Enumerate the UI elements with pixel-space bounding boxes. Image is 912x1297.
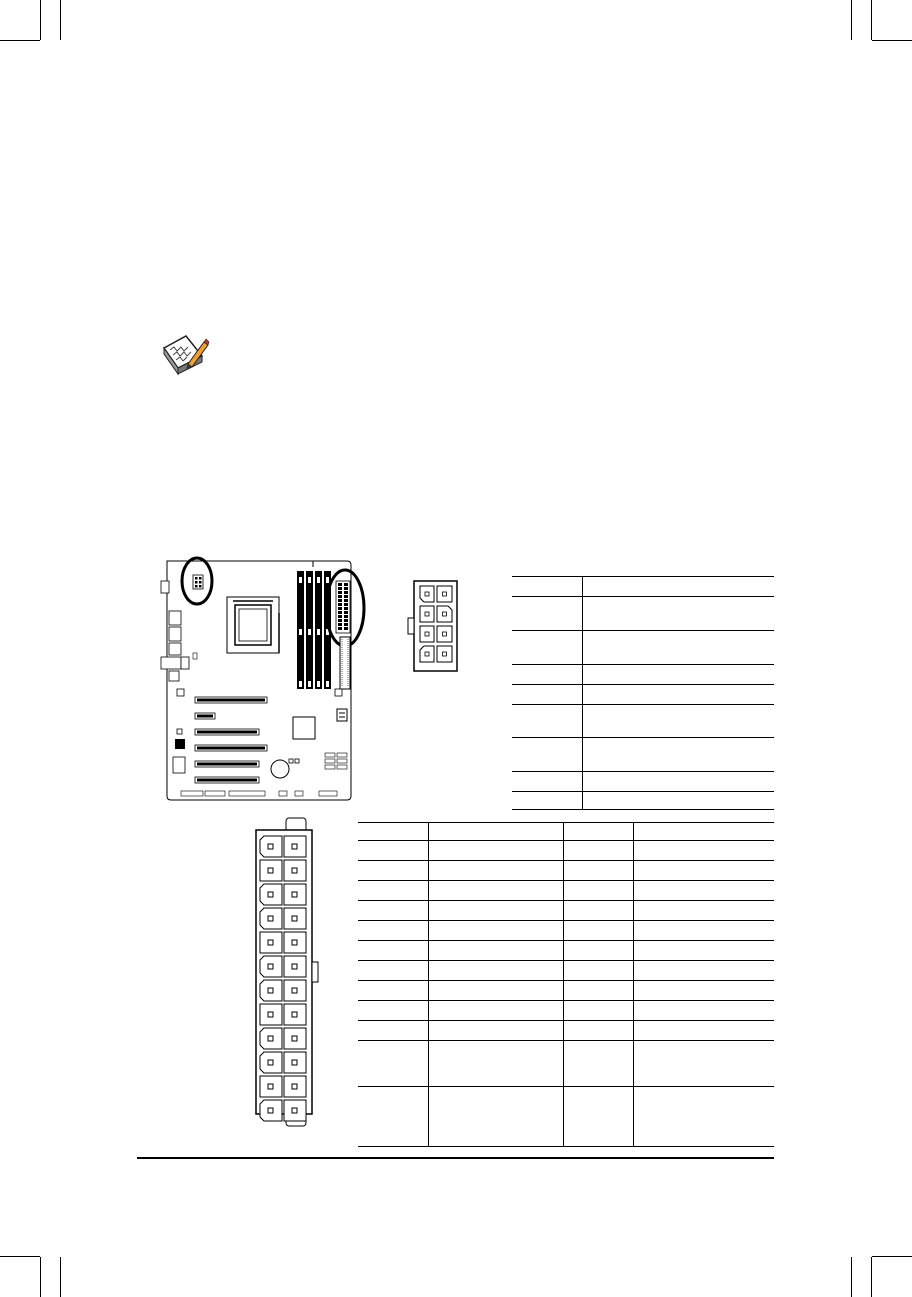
table-cell: [634, 981, 774, 1001]
table-row: [512, 597, 774, 631]
connector-pin-contact: [268, 1036, 273, 1041]
table-cell: [634, 841, 774, 861]
table-row: [512, 792, 774, 810]
footer-rule: [137, 1157, 774, 1159]
table-cell: [358, 981, 428, 1001]
table-cell: [634, 1087, 774, 1147]
table-cell: [428, 901, 563, 921]
table-cell: [428, 921, 563, 941]
connector-pin-contact: [292, 844, 297, 849]
table-cell: [512, 685, 583, 705]
table-row: [358, 921, 774, 941]
table-cell: [358, 1087, 428, 1147]
table-cell: [358, 1001, 428, 1021]
table-cell: [563, 861, 634, 881]
table-cell: [563, 1041, 634, 1087]
connector-pin-contact: [292, 1012, 297, 1017]
table-cell: [634, 901, 774, 921]
table-cell: [563, 1087, 634, 1147]
connector-pin-contact: [292, 868, 297, 873]
connector-pin-contact: [268, 844, 273, 849]
connector-pin-contact: [292, 1084, 297, 1089]
table-cell: [512, 705, 583, 738]
table-cell: [428, 961, 563, 981]
table-cell: [563, 881, 634, 901]
atx-24pin-pinout-table: [358, 822, 774, 1147]
table-cell: [428, 1087, 563, 1147]
table-cell: [634, 823, 774, 841]
table-cell: [563, 921, 634, 941]
atx-24pin-connector: [252, 816, 324, 1128]
connector-pin-contact: [268, 1084, 273, 1089]
connector-pin-contact: [268, 940, 273, 945]
connector-pin-contact: [292, 892, 297, 897]
table-row: [512, 705, 774, 738]
table-cell: [583, 738, 775, 772]
table-cell: [583, 685, 775, 705]
table-cell: [634, 1021, 774, 1041]
table-row: [358, 1001, 774, 1021]
table-cell: [358, 901, 428, 921]
table-cell: [634, 881, 774, 901]
table-cell: [583, 665, 775, 685]
table-row: [512, 685, 774, 705]
table-cell: [428, 861, 563, 881]
table-row: [358, 841, 774, 861]
table-cell: [634, 1041, 774, 1087]
table-cell: [583, 705, 775, 738]
table-cell: [634, 961, 774, 981]
table-cell: [358, 921, 428, 941]
table-cell: [358, 881, 428, 901]
connector-pin-contact: [268, 916, 273, 921]
table-cell: [428, 881, 563, 901]
table-cell: [563, 981, 634, 1001]
connector-pin-contact: [268, 868, 273, 873]
table-row: [358, 861, 774, 881]
table-row: [358, 1087, 774, 1147]
table-cell: [358, 941, 428, 961]
connector-pin-contact: [268, 988, 273, 993]
table-row: [358, 981, 774, 1001]
table-cell: [512, 597, 583, 631]
table-cell: [583, 597, 775, 631]
table-cell: [634, 861, 774, 881]
connector-pin-contact: [268, 964, 273, 969]
table-cell: [358, 823, 428, 841]
table-cell: [512, 665, 583, 685]
connector-pin-contact: [292, 916, 297, 921]
table-cell: [428, 1021, 563, 1041]
table-cell: [358, 1041, 428, 1087]
table-cell: [358, 961, 428, 981]
table-cell: [512, 772, 583, 792]
motherboard-layout-diagram: [155, 553, 370, 803]
table-row: [512, 772, 774, 792]
connector-pin-contact: [292, 1108, 297, 1113]
table-cell: [563, 941, 634, 961]
connector-pin-contact: [292, 940, 297, 945]
table-cell: [634, 1001, 774, 1021]
table-row: [358, 1041, 774, 1087]
connector-pin-contact: [268, 1108, 273, 1113]
table-row: [358, 1021, 774, 1041]
table-cell: [563, 1001, 634, 1021]
table-cell: [563, 901, 634, 921]
table-cell: [512, 577, 583, 597]
table-cell: [512, 792, 583, 810]
table-row: [358, 961, 774, 981]
table-row: [358, 823, 774, 841]
table-cell: [583, 792, 775, 810]
table-cell: [428, 981, 563, 1001]
table-cell: [512, 738, 583, 772]
connector-pin-contact: [292, 964, 297, 969]
connector-pin-contact: [268, 892, 273, 897]
table-cell: [428, 1001, 563, 1021]
connector-pin-contact: [292, 1060, 297, 1065]
connector-pin-contact: [268, 1012, 273, 1017]
table-cell: [563, 841, 634, 861]
table-cell: [358, 1021, 428, 1041]
atx-12v-8pin-connector: [405, 580, 460, 673]
table-cell: [634, 941, 774, 961]
table-cell: [563, 961, 634, 981]
table-cell: [358, 841, 428, 861]
table-cell: [563, 823, 634, 841]
table-row: [512, 577, 774, 597]
table-cell: [512, 631, 583, 665]
table-row: [512, 738, 774, 772]
table-cell: [428, 1041, 563, 1087]
table-cell: [583, 577, 775, 597]
connector-pin-contact: [268, 1060, 273, 1065]
table-row: [358, 901, 774, 921]
connector-pin-contact: [292, 988, 297, 993]
table-row: [512, 631, 774, 665]
table-row: [358, 881, 774, 901]
table-row: [512, 665, 774, 685]
table-cell: [583, 772, 775, 792]
table-cell: [428, 823, 563, 841]
table-cell: [428, 941, 563, 961]
table-cell: [563, 1021, 634, 1041]
connector-pin-contact: [292, 1036, 297, 1041]
table-cell: [634, 921, 774, 941]
pencil-note-icon: [160, 334, 210, 376]
atx-8pin-pinout-table: [512, 576, 774, 810]
table-cell: [428, 841, 563, 861]
table-row: [358, 941, 774, 961]
table-cell: [583, 631, 775, 665]
table-cell: [358, 861, 428, 881]
